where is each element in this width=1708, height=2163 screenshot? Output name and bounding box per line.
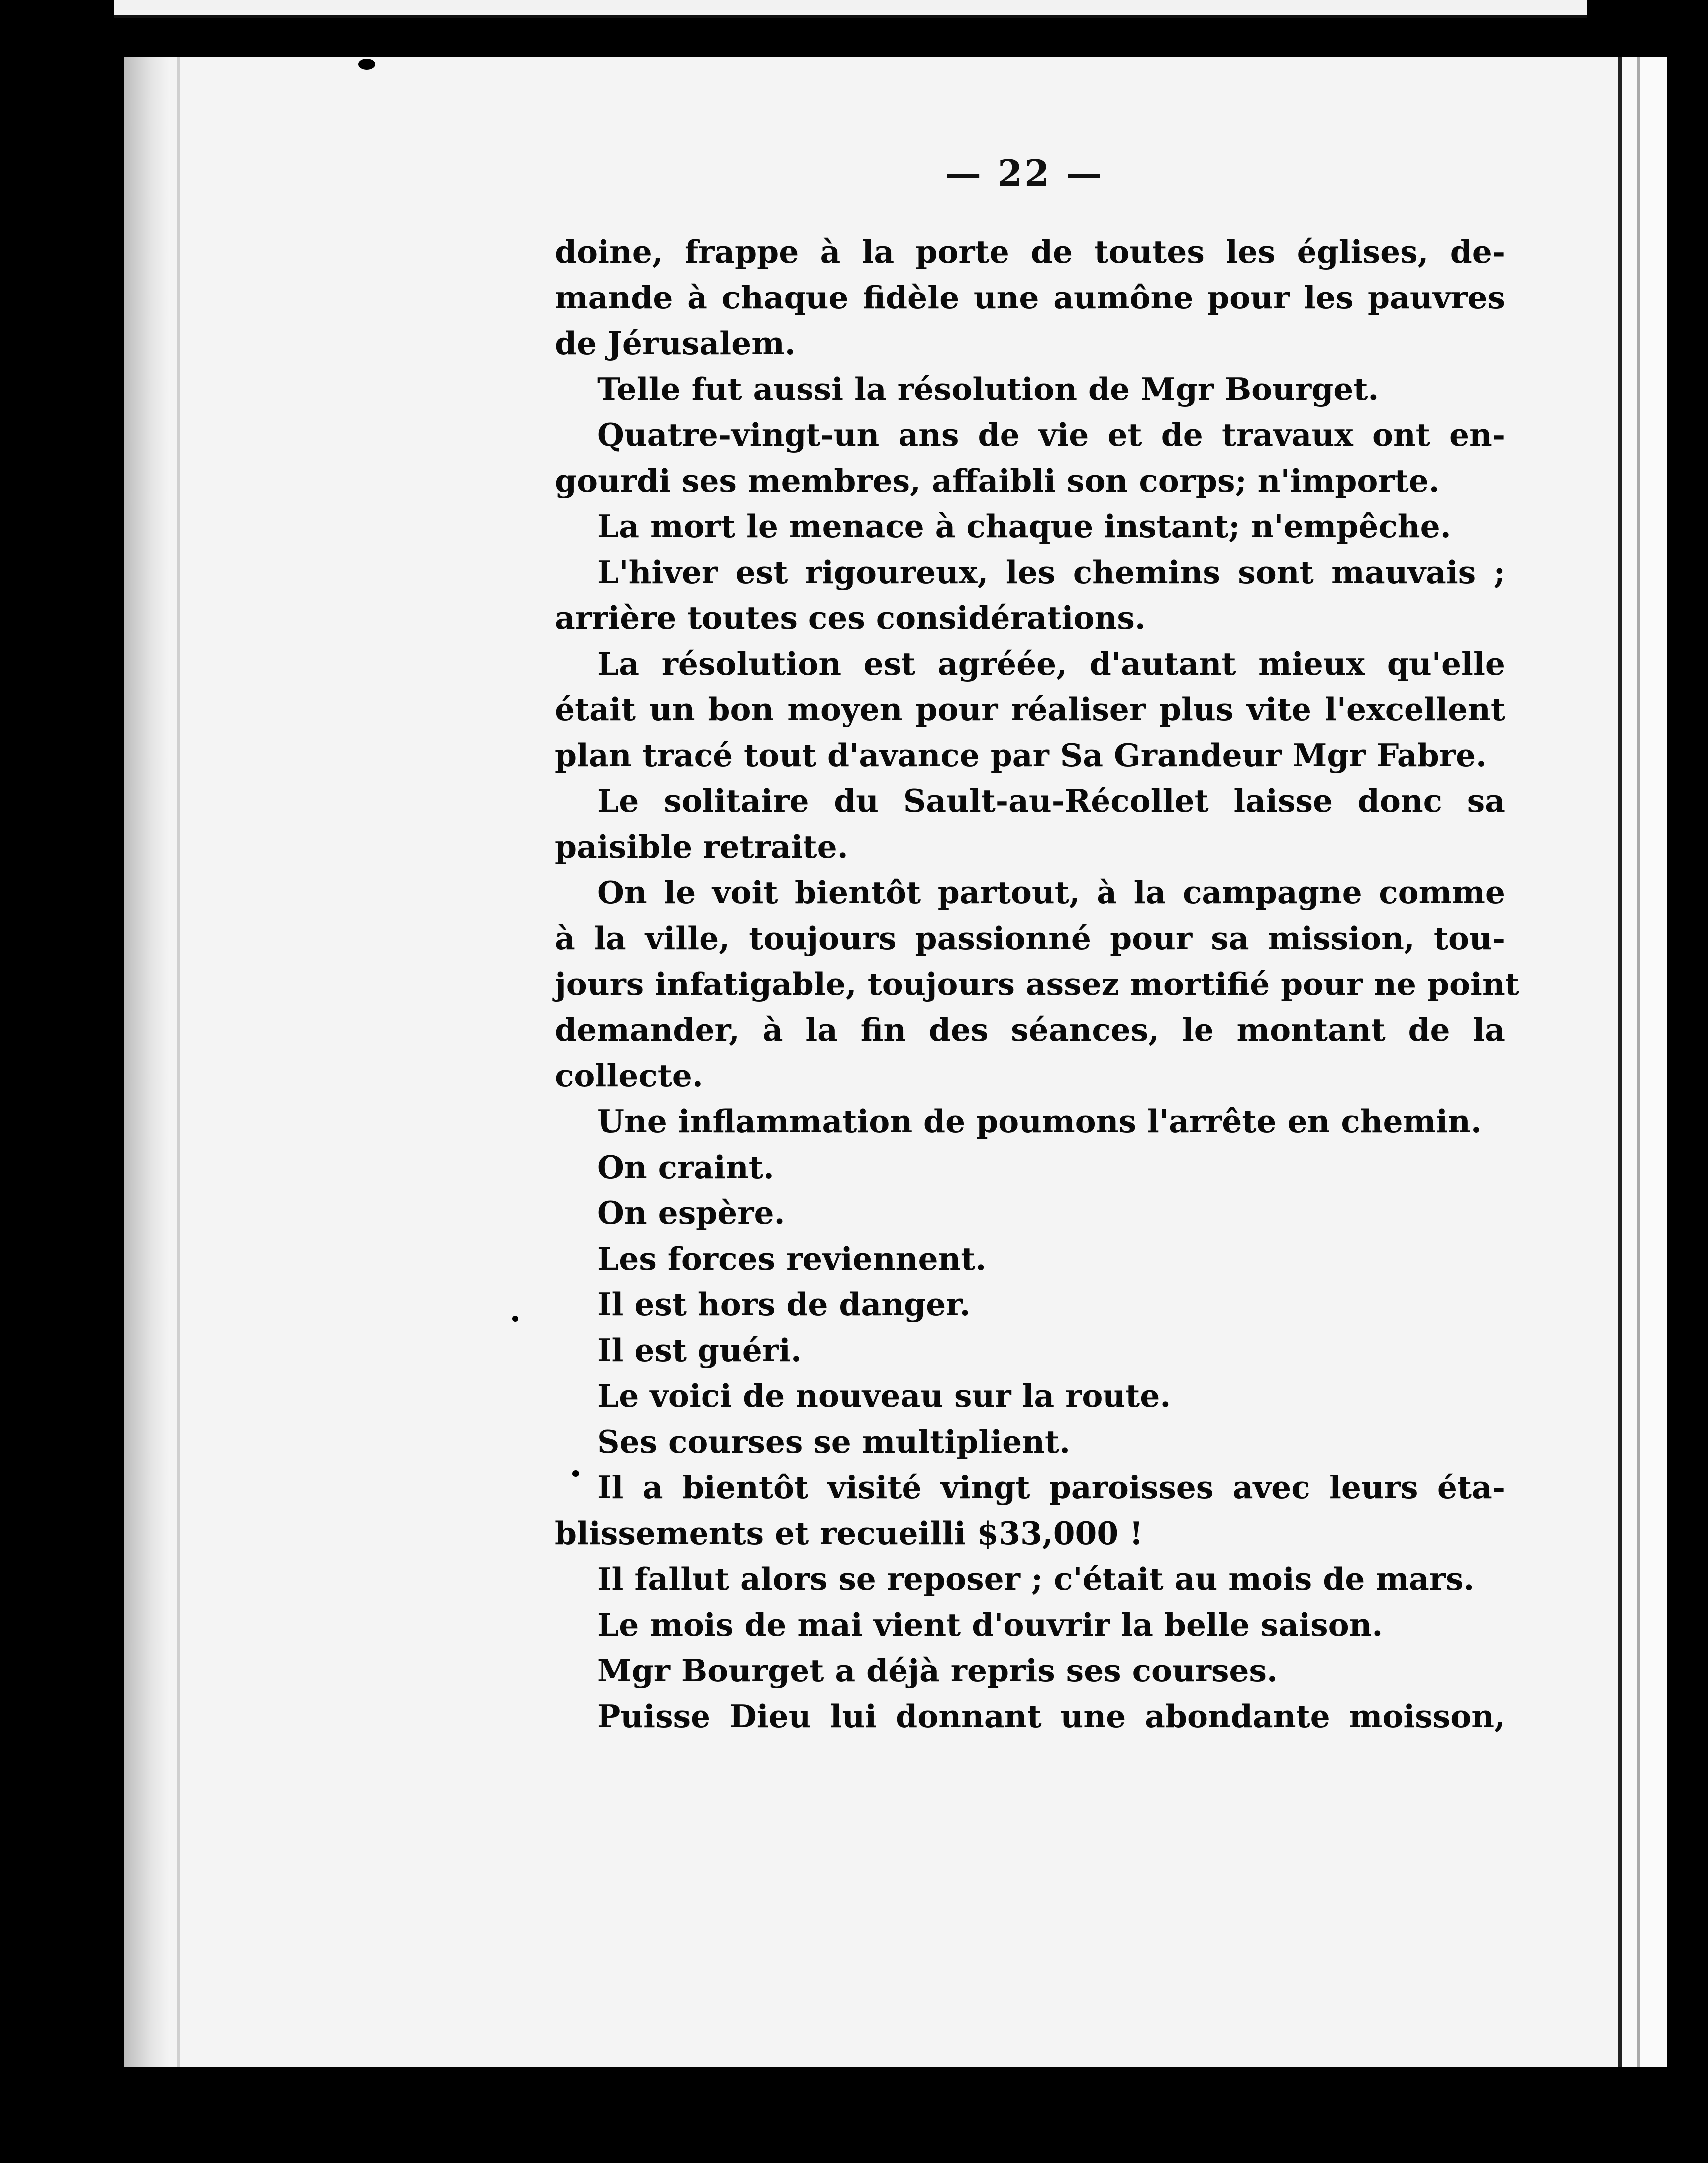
text-line: La résolution est agréée, d'autant mieux qu'elle — [597, 645, 1505, 682]
text-line: On espère. — [597, 1194, 785, 1231]
text-line: Il fallut alors se reposer ; c'était au mois de mars. — [597, 1561, 1475, 1597]
text-line: Il a bientôt visité vingt paroisses avec leurs éta- — [597, 1469, 1505, 1506]
text-line: Puisse Dieu lui donnant une abondante moisson, — [597, 1698, 1505, 1735]
text-line: de Jérusalem. — [555, 325, 796, 362]
previous-page-edge — [114, 0, 1587, 18]
page-right-binding — [1618, 57, 1667, 2067]
text-line: blissements et recueilli $33,000 ! — [555, 1515, 1143, 1552]
text-line: jours infatigable, toujours assez mortifié pour ne point — [555, 966, 1519, 1002]
text-line: Les forces reviennent. — [597, 1240, 987, 1277]
text-line: paisible retraite. — [555, 828, 848, 865]
text-line: Mgr Bourget a déjà repris ses courses. — [597, 1652, 1278, 1689]
ink-mark — [1676, 1642, 1680, 1696]
text-line: gourdi ses membres, affaibli son corps; n'importe. — [555, 462, 1440, 499]
text-line: demander, à la fin des séances, le montant de la — [555, 1011, 1505, 1048]
text-line: doine, frappe à la porte de toutes les églises, de- — [555, 233, 1505, 270]
text-line: Le voici de nouveau sur la route. — [597, 1377, 1171, 1414]
text-line: Il est guéri. — [597, 1332, 802, 1369]
text-line: Quatre-vingt-un ans de vie et de travaux ont en- — [597, 416, 1505, 453]
page-stack-line — [177, 57, 180, 2067]
text-line: Telle fut aussi la résolution de Mgr Bourget. — [597, 371, 1379, 407]
text-line: Il est hors de danger. — [597, 1286, 971, 1323]
scanner-top-frame — [0, 0, 1708, 20]
text-line: à la ville, toujours passionné pour sa mission, tou- — [555, 920, 1505, 957]
text-line: On le voit bientôt partout, à la campagne comme — [597, 874, 1505, 911]
text-line: La mort le menace à chaque instant; n'empêche. — [597, 508, 1451, 545]
text-line: Le solitaire du Sault-au-Récollet laisse donc sa — [597, 783, 1505, 819]
scanner-bottom-frame — [0, 2067, 1708, 2163]
text-line: Le mois de mai vient d'ouvrir la belle saison. — [597, 1606, 1383, 1643]
page-stack-left-edge — [124, 57, 169, 2067]
text-line: collecte. — [555, 1057, 703, 1094]
ink-speck — [572, 1470, 579, 1477]
ink-speck — [358, 59, 375, 70]
text-line: arrière toutes ces considérations. — [555, 599, 1146, 636]
page-number: — 22 — — [945, 152, 1104, 194]
text-line: On craint. — [597, 1149, 774, 1185]
ink-speck — [512, 1316, 518, 1322]
text-line: était un bon moyen pour réaliser plus vite l'excellent — [555, 691, 1505, 728]
binding-line — [1637, 57, 1640, 2067]
text-line: Ses courses se multiplient. — [597, 1423, 1071, 1460]
text-line: Une inflammation de poumons l'arrête en chemin. — [597, 1103, 1482, 1140]
text-line: plan tracé tout d'avance par Sa Grandeur Mgr Fabre. — [555, 737, 1487, 774]
body-text — [555, 229, 1519, 1739]
text-line: L'hiver est rigoureux, les chemins sont mauvais ; — [597, 554, 1505, 590]
text-line: mande à chaque fidèle une aumône pour les pauvres — [555, 279, 1505, 316]
